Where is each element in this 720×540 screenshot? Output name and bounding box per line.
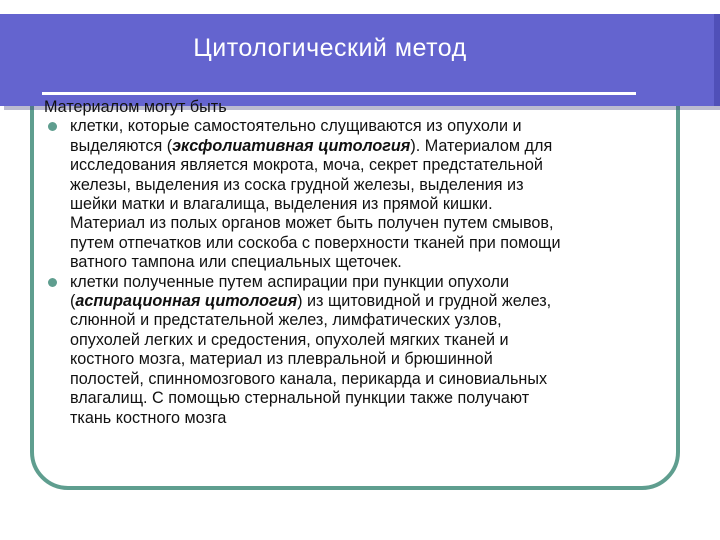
bullet-item xyxy=(44,273,680,428)
line-text: ). Материалом для xyxy=(410,136,553,155)
slide-title: Цитологический метод xyxy=(193,34,467,62)
bullet-line xyxy=(70,137,680,156)
bullet-line: слюнной и предстательной желез, лимфатических узлов, xyxy=(70,311,502,330)
bullet-dot-icon xyxy=(48,122,57,131)
line-text: ) из щитовидной и грудной желез, xyxy=(297,292,552,311)
method-term: аспирационная цитология xyxy=(75,292,298,311)
bullet-dot-icon xyxy=(48,278,57,287)
bullet-line: путем отпечатков или соскоба с поверхности тканей при помощи xyxy=(70,233,561,252)
line-text: выделяются ( xyxy=(70,136,173,155)
bullet-line: железы, выделения из соска грудной железы, выделения из xyxy=(70,175,524,194)
title-bar-shadow xyxy=(714,14,720,106)
slide-content xyxy=(44,98,680,428)
bullet-line: костного мозга, материал из плевральной и брюшинной xyxy=(70,350,493,369)
intro-text: Материалом могут быть xyxy=(44,98,227,116)
bullet-line: опухолей легких и средостения, опухолей мягких тканей и xyxy=(70,330,509,349)
bullet-line: влагалищ. С помощью стернальной пункции также получают xyxy=(70,389,530,408)
bullet-line xyxy=(70,292,680,311)
bullet-line: ткань костного мозга xyxy=(70,408,227,427)
title-underline xyxy=(42,92,636,95)
bullet-line: исследования является мокрота, моча, секрет предстательной xyxy=(70,156,543,175)
bullet-list xyxy=(44,117,680,428)
line-text: ( xyxy=(70,292,76,311)
bullet-line: полостей, спинномозгового канала, перикарда и синовиальных xyxy=(70,369,548,388)
bullet-line: клетки, которые самостоятельно слущиваются из опухоли и xyxy=(70,117,522,136)
bullet-line: клетки полученные путем аспирации при пункции опухоли xyxy=(70,272,510,291)
bullet-line: ватного тампона или специальных щеточек. xyxy=(70,253,402,272)
method-term: эксфолиативная цитология xyxy=(172,136,411,155)
bullet-item xyxy=(44,117,680,272)
bullet-line: Материал из полых органов может быть получен путем смывов, xyxy=(70,214,554,233)
bullet-line: шейки матки и влагалища, выделения из прямой кишки. xyxy=(70,195,493,214)
